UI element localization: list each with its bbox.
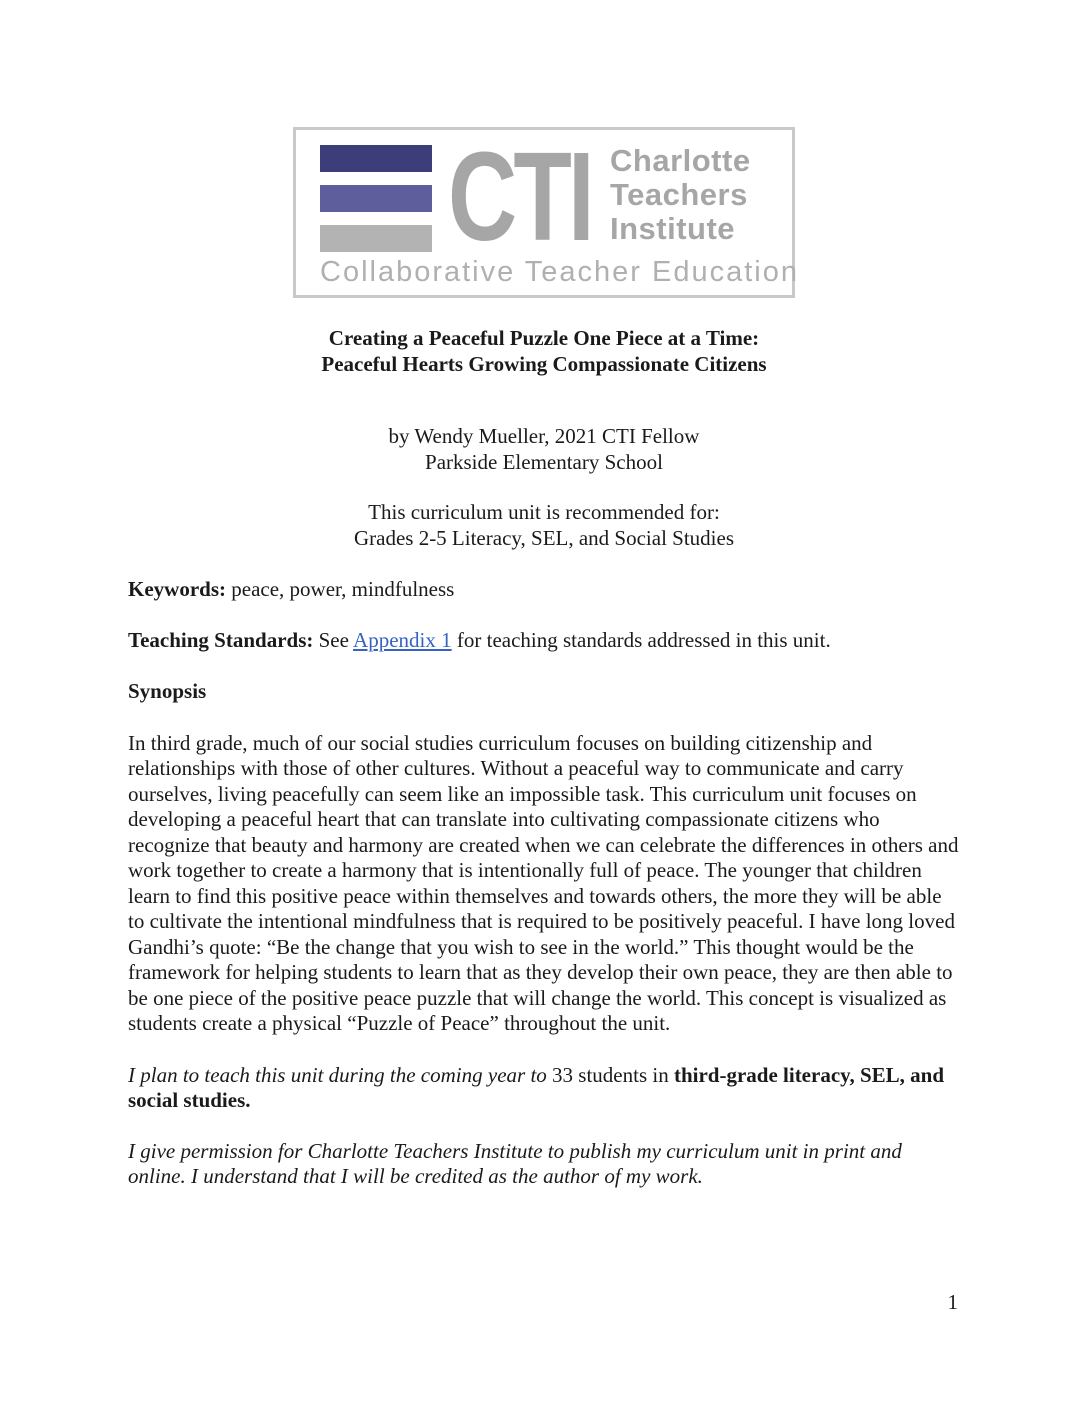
- keywords-paragraph: [128, 577, 960, 603]
- logo-row: [320, 125, 772, 267]
- unit-title-line1: Creating a Peaceful Puzzle One Piece at a Time:: [328, 326, 760, 350]
- appendix-1-link[interactable]: Appendix 1: [353, 627, 452, 652]
- logo-bar-dark: [320, 145, 432, 172]
- teaching-standards-before-link: See: [313, 627, 354, 652]
- logo-bars: [320, 145, 432, 252]
- recommendation-line1: This curriculum unit is recommended for:: [368, 500, 720, 524]
- logo-name-block: [610, 144, 751, 246]
- synopsis-heading: Synopsis: [128, 679, 207, 703]
- unit-title-line2: Peaceful Hearts Growing Compassionate Citizens: [321, 351, 767, 376]
- byline: [128, 424, 960, 475]
- document-content: [0, 326, 1088, 1190]
- logo-cti-wrap: [448, 125, 600, 267]
- keywords-value: peace, power, mindfulness: [226, 577, 455, 601]
- teach-plan-bold: third-grade literacy, SEL, and social studies.: [128, 1062, 945, 1112]
- permission-note: I give permission for Charlotte Teachers Institute to publish my curriculum unit in print and online. I understand that I will be credited as the author of my work.: [128, 1138, 902, 1188]
- recommendation: [128, 500, 960, 551]
- cti-logo: [293, 125, 800, 298]
- logo-bar-medium: [320, 185, 432, 212]
- school-line: Parkside Elementary School: [425, 449, 663, 474]
- logo-name-line-teachers: Teachers: [610, 177, 748, 212]
- teach-plan-paragraph: [128, 1063, 960, 1114]
- synopsis-body: In third grade, much of our social studies curriculum focuses on building citizenship and relationships with those of other cultures. Without a peaceful way to communicate and carry ourselves, living peacefully can seem like an impossible task. This curriculum unit focuses on developing a peaceful heart that can translate into cultivating compassionate citizens who recognize that beauty and harmony are created when we can celebrate the differences in others and work together to create a harmony that is intentionally full of peace. The younger that children learn to find this positive peace within themselves and towards others, the more they will be able to cultivate the intentional mindfulness that is required to be positively peaceful. I have long loved Gandhi’s quote: “Be the change that you wish to see in the world.” This thought would be the framework for helping students to learn that as they develop their own peace, they are then able to be one piece of the positive peace puzzle that will change the world. This concept is visualized as students create a physical “Puzzle of Peace” throughout the unit.: [128, 730, 959, 1035]
- author-line: by Wendy Mueller, 2021 CTI Fellow: [388, 424, 700, 448]
- keywords-label: Keywords:: [128, 577, 226, 601]
- teaching-standards-paragraph: [128, 628, 960, 654]
- logo-tagline: Collaborative Teacher Education: [320, 256, 800, 288]
- teach-plan-italic: I plan to teach this unit during the coming year to: [128, 1062, 553, 1087]
- teaching-standards-label: Teaching Standards:: [128, 627, 314, 652]
- page-number: 1: [947, 1290, 958, 1314]
- recommendation-line2: Grades 2-5 Literacy, SEL, and Social Studies: [353, 525, 735, 550]
- logo-name-line-charlotte: Charlotte: [610, 143, 751, 178]
- teaching-standards-after-link: for teaching standards addressed in this unit.: [451, 627, 831, 652]
- logo-name-line-institute: Institute: [610, 211, 736, 246]
- teach-plan-regular: 33 students in: [552, 1062, 674, 1087]
- logo-cti-text: CTI: [448, 125, 591, 267]
- logo-bar-light: [320, 225, 432, 252]
- unit-title: [128, 326, 960, 377]
